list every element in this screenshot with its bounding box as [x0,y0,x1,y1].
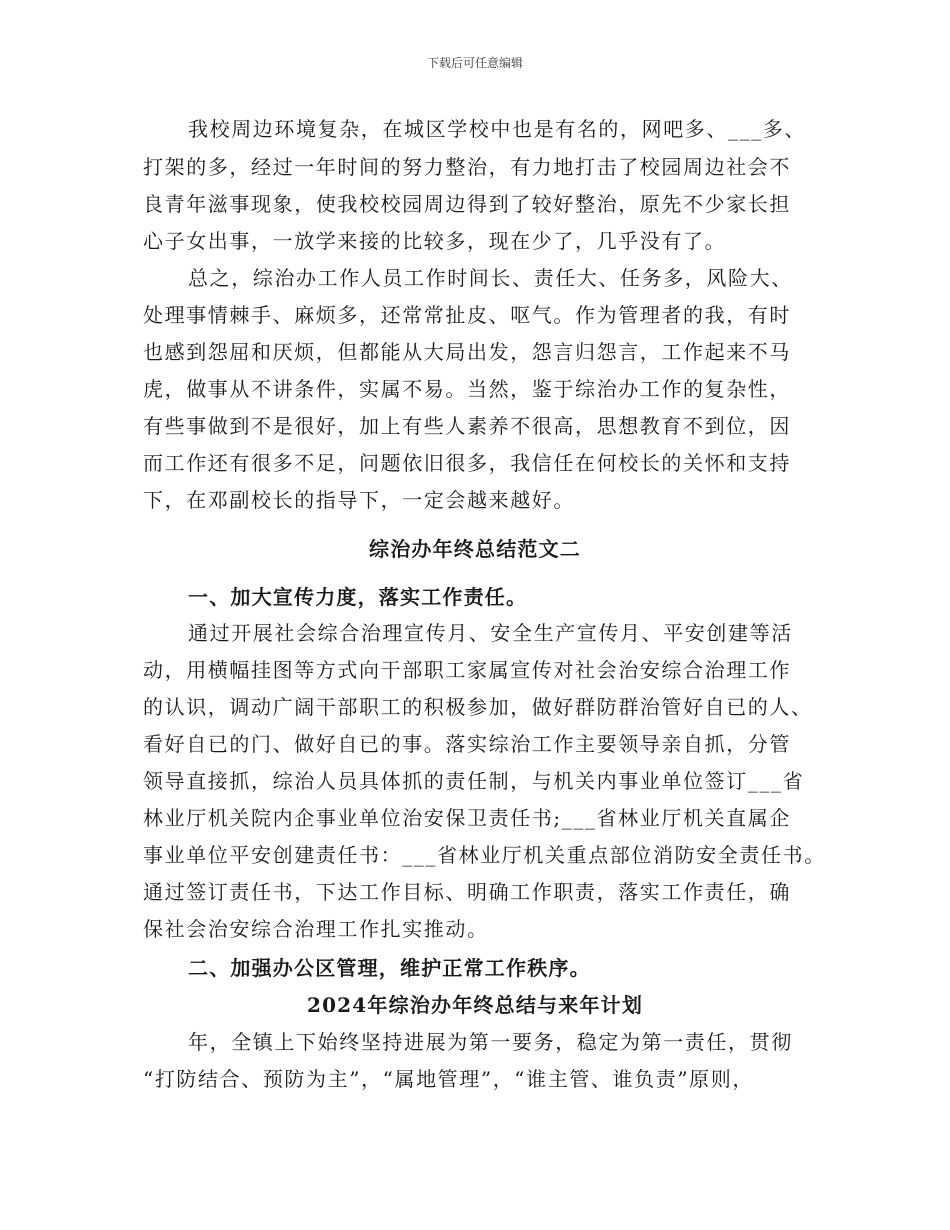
paragraph-line: 良青年滋事现象，使我校校园周边得到了较好整治，原先不少家长担 [143,192,791,216]
paragraph-line: 通过签订责任书，下达工作目标、明确工作职责，落实工作责任，确 [143,880,791,904]
paragraph-line: 动，用横幅挂图等方式向干部职工家属宣传对社会治安综合治理工作 [143,658,791,682]
paragraph-line: 处理事情棘手、麻烦多，还常常扯皮、呕气。作为管理者的我，有时 [143,303,791,327]
paragraph-line: 而工作还有很多不足，问题依旧很多，我信任在何校长的关怀和支持 [143,451,791,475]
paragraph-line: 事业单位平安创建责任书：___省林业厅机关重点部位消防安全责任书。 [143,843,826,867]
paragraph-line: 虎，做事从不讲条件，实属不易。当然，鉴于综治办工作的复杂性， [143,377,791,401]
paragraph-line: 年，全镇上下始终坚持进展为第一要务，稳定为第一责任，贯彻 [188,1030,793,1054]
paragraph-line: 通过开展社会综合治理宣传月、安全生产宣传月、平安创建等活 [188,621,793,645]
section-title: 综治办年终总结范文二 [369,537,581,561]
paragraph-line: 也感到怨屈和厌烦，但都能从大局出发，怨言归怨言，工作起来不马 [143,340,791,364]
paragraph-line: 看好自已的门、做好自已的事。落实综治工作主要领导亲自抓，分管 [143,732,791,756]
paragraph-line: 下，在邓副校长的指导下，一定会越来越好。 [143,488,575,512]
paragraph-line: 领导直接抓，综治人员具体抓的责任制，与机关内事业单位签订___省 [143,769,805,793]
paragraph-line: 打架的多，经过一年时间的努力整治，有力地打击了校园周边社会不 [143,155,791,179]
section-heading: 二、加强办公区管理，维护正常工作秩序。 [188,956,591,980]
section-heading: 一、加大宣传力度，落实工作责任。 [188,585,528,609]
paragraph-line: 我校周边环境复杂，在城区学校中也是有名的，网吧多、___多、 [188,117,806,141]
document-title: 2024年综治办年终总结与来年计划 [306,993,644,1017]
paragraph-line: 的认识，调动广阔干部职工的积极参加，做好群防群治管好自已的人、 [143,695,813,719]
paragraph-line: 总之，综治办工作人员工作时间长、责任大、任务多，风险大、 [188,266,793,290]
paragraph-line: 保社会治安综合治理工作扎实推动。 [143,917,489,941]
paragraph-line: 心子女出事，一放学来接的比较多，现在少了，几乎没有了。 [143,229,727,253]
paragraph-line: “打防结合、预防为主”，“属地管理”，“谁主管、谁负责”原则， [143,1067,754,1091]
paragraph-line: 有些事做到不是很好，加上有些人素养不很高，思想教育不到位，因 [143,414,791,438]
page-header: 下载后可任意编辑 [426,56,523,70]
paragraph-line: 林业厅机关院内企事业单位治安保卫责任书;___省林业厅机关直属企 [143,806,791,830]
